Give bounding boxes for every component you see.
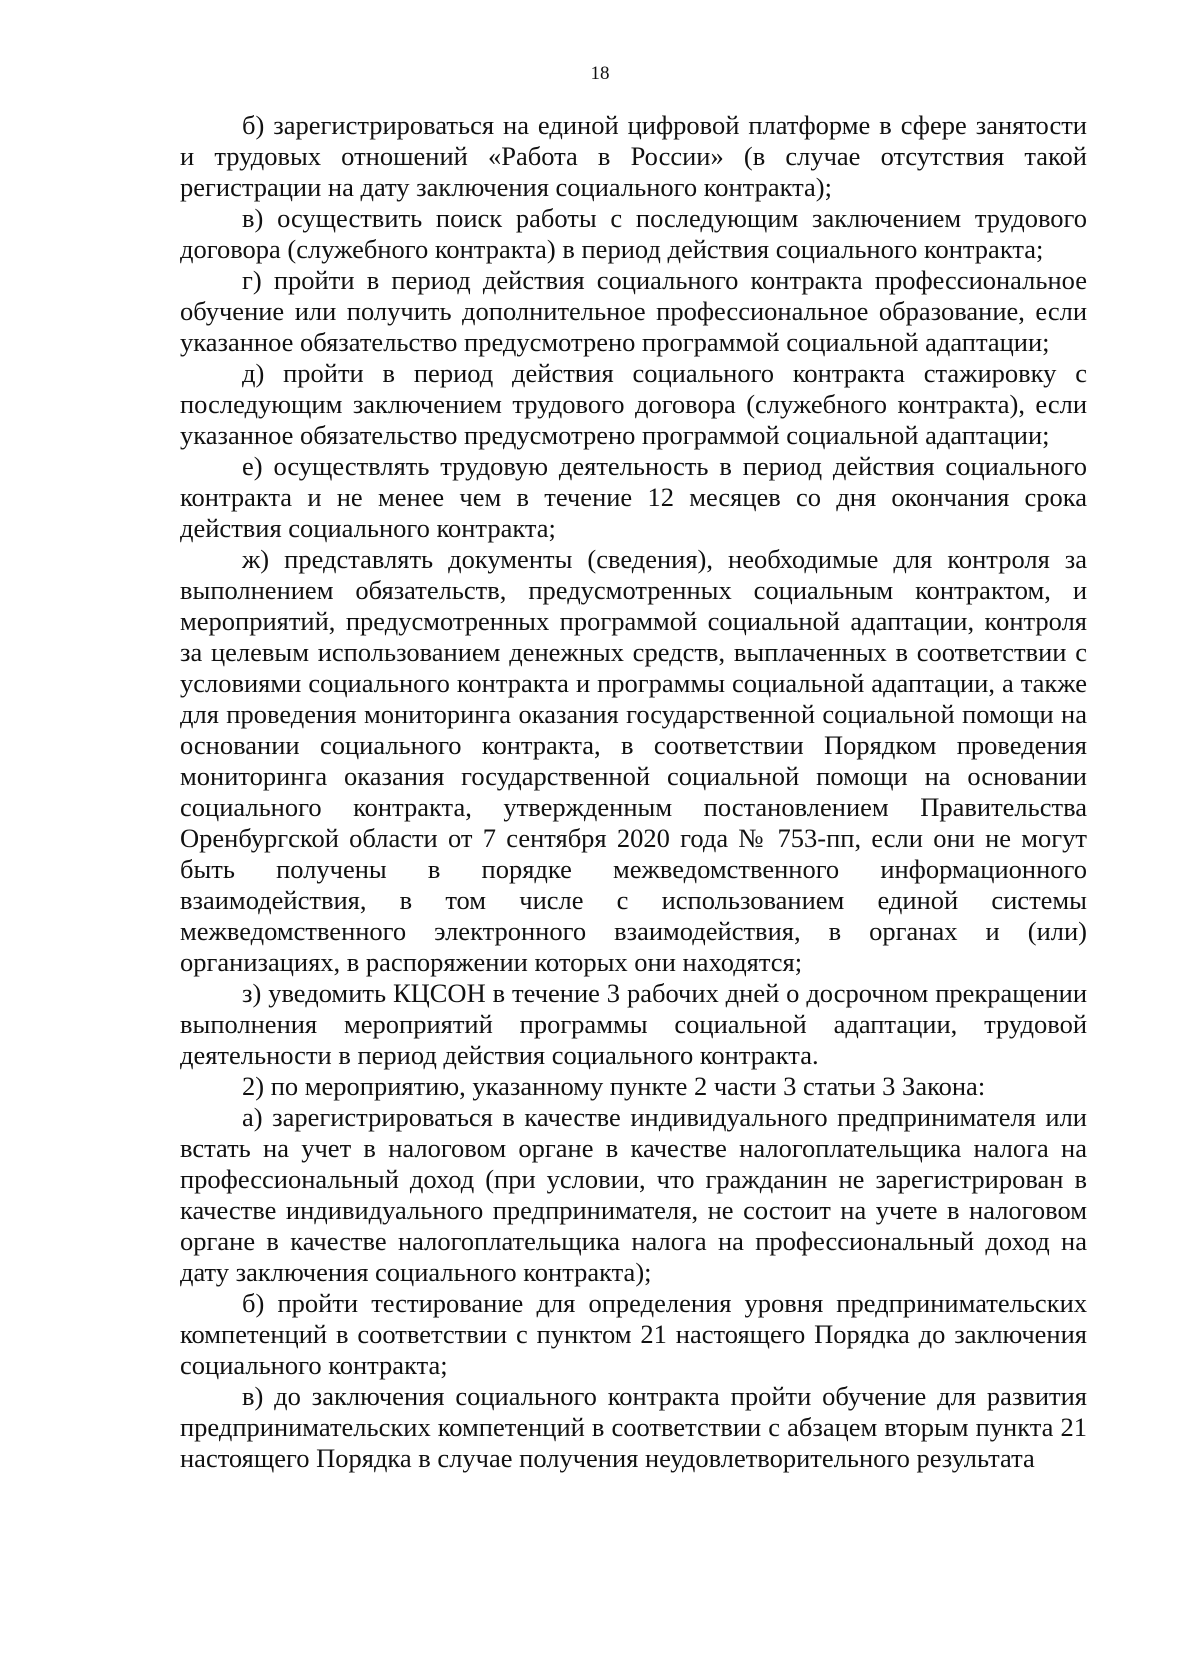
page-number: 18 [590, 63, 610, 84]
paragraph-b-register-platform: б) зарегистрироваться на единой цифровой платформе в сфере занятости и трудовых отношений «Работа в России» (в случае отсутствия такой регистрации на дату заключения социального контракта); [180, 110, 1087, 202]
paragraph-d-internship: д) пройти в период действия социального контракта стажировку с последующим заключением трудового договора (служебного контракта), если указанное обязательство предусмотрено программой социальной адаптации; [180, 358, 1087, 450]
paragraph-v-job-search: в) осуществить поиск работы с последующим заключением трудового договора (служебного контракта) в период действия социального контракта; [180, 203, 1087, 264]
paragraph-v-education: в) до заключения социального контракта пройти обучение для развития предпринимательских компетенций в соответствии с абзацем вторым пункта 21 настоящего Порядка в случае получения неудовлетворительного результата [180, 1381, 1087, 1473]
paragraph-a-register-entrepreneur: а) зарегистрироваться в качестве индивидуального предпринимателя или встать на учет в налоговом органе в качестве налогоплательщика налога на профессиональный доход (при условии, что гражданин не зарегистрирован в качестве индивидуального предпринимателя, не состоит на учете в налоговом органе в качестве налогоплательщика налога на профессиональный доход на дату заключения социального контракта); [180, 1102, 1087, 1287]
document-body [180, 110, 1087, 1474]
paragraph-z-notify: з) уведомить КЦСОН в течение 3 рабочих дней о досрочном прекращении выполнения мероприятий программы социальной адаптации, трудовой деятельности в период действия социального контракта. [180, 978, 1087, 1070]
paragraph-b-testing: б) пройти тестирование для определения уровня предпринимательских компетенций в соответствии с пунктом 21 настоящего Порядка до заключения социального контракта; [180, 1288, 1087, 1380]
paragraph-zh-documents: ж) представлять документы (сведения), необходимые для контроля за выполнением обязательств, предусмотренных социальным контрактом, и мероприятий, предусмотренных программой социальной адаптации, контроля за целевым использованием денежных средств, выплаченных в соответствии с условиями социального контракта и программы социальной адаптации, а также для проведения мониторинга оказания государственной социальной помощи на основании социального контракта, в соответствии Порядком проведения мониторинга оказания государственной социальной помощи на основании социального контракта, утвержденным постановлением Правительства Оренбургской области от 7 сентября 2020 года № 753-пп, если они не могут быть получены в порядке межведомственного информационного взаимодействия, в том числе с использованием единой системы межведомственного электронного взаимодействия, в органах и (или) организациях, в распоряжении которых они находятся; [180, 544, 1087, 977]
paragraph-e-employment: е) осуществлять трудовую деятельность в период действия социального контракта и не менее чем в течение 12 месяцев со дня окончания срока действия социального контракта; [180, 451, 1087, 543]
paragraph-g-training: г) пройти в период действия социального контракта профессиональное обучение или получить дополнительное профессиональное образование, если указанное обязательство предусмотрено программой социальной адаптации; [180, 265, 1087, 357]
paragraph-2-measure: 2) по мероприятию, указанному пункте 2 части 3 статьи 3 Закона: [242, 1071, 986, 1101]
